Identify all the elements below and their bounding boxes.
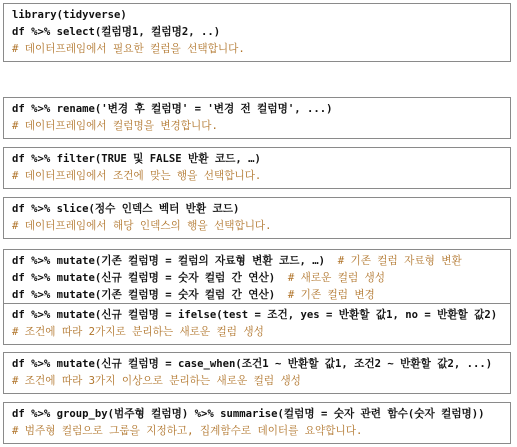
code-text: df %>% rename('변경 후 컬럼명' = '변경 전 컬럼명', ...) [12,103,333,115]
code-comment: # 데이터프레임에서 필요한 컬럼을 선택합니다. [12,43,245,55]
code-comment: # 조건에 따라 3가지 이상으로 분리하는 새로운 컬럼 생성 [12,375,301,387]
code-comment: # 기존 컬럼 변경 [275,289,375,301]
code-block [3,97,511,139]
code-line [12,201,510,218]
code-block [3,303,511,345]
code-comment: # 데이터프레임에서 해당 인덱스의 행을 선택합니다. [12,220,272,232]
code-line [12,270,510,287]
code-line [12,151,510,168]
code-line [12,7,510,24]
code-line [12,406,510,423]
code-line [12,287,510,304]
code-line [12,218,510,235]
code-block [3,402,511,444]
code-text: df %>% mutate(신규 컬럼명 = 숫자 컬럼 간 연산) [12,272,276,284]
code-line [12,423,510,440]
code-text: df %>% mutate(기존 컬럼명 = 숫자 컬럼 간 연산) [12,289,276,301]
code-line [12,373,510,390]
code-text: df %>% select(컬럼명1, 컬럼명2, ..) [12,26,221,38]
code-line [12,253,510,270]
code-block [3,352,511,394]
code-text: df %>% slice(정수 인덱스 벡터 반환 코드) [12,203,240,215]
code-line [12,307,510,324]
code-text: df %>% mutate(기존 컬럼명 = 컬럼의 자료형 변환 코드, …) [12,255,325,267]
code-comment: # 기존 컬럼 자료형 변환 [324,255,462,267]
code-block [3,3,511,62]
code-text: df %>% mutate(신규 컬럼명 = case_when(조건1 ~ 반환할 값1, 조건2 ~ 반환할 값2, ...) [12,358,493,370]
code-line [12,118,510,135]
code-block [3,249,511,308]
code-line [12,168,510,185]
code-block [3,197,511,239]
code-comment: # 데이터프레임에서 컬럼명을 변경합니다. [12,120,218,132]
code-comment: # 데이터프레임에서 조건에 맞는 행을 선택합니다. [12,170,262,182]
code-line [12,324,510,341]
code-text: df %>% group_by(범주형 컬럼명) %>% summarise(컬럼명 = 숫자 관련 함수(숫자 컬럼명)) [12,408,485,420]
code-line [12,101,510,118]
code-line [12,356,510,373]
code-comment: # 조건에 따라 2가지로 분리하는 새로운 컬럼 생성 [12,326,264,338]
code-text: df %>% mutate(신규 컬럼명 = ifelse(test = 조건, yes = 반환할 값1, no = 반환할 값2) [12,309,498,321]
code-text: library(tidyverse) [12,9,127,21]
code-text: df %>% filter(TRUE 및 FALSE 반환 코드, …) [12,153,261,165]
code-line [12,41,510,58]
code-comment: # 새로운 컬럼 생성 [275,272,386,284]
code-line [12,24,510,41]
code-block [3,147,511,189]
code-comment: # 범주형 컬럼으로 그룹을 지정하고, 집계함수로 데이터를 요약합니다. [12,425,363,437]
